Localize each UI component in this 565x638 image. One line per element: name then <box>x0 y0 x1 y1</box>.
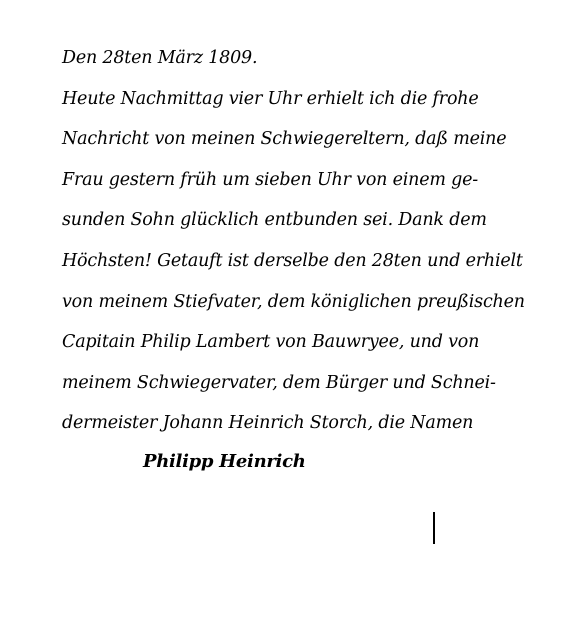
baptismal-name: Philipp Heinrich <box>143 451 306 472</box>
text-line: Nachricht von meinen Schwiegereltern, daß meine <box>62 129 507 150</box>
text-line: sunden Sohn glücklich entbunden sei. Dank dem <box>62 210 487 231</box>
pen-stroke-mark <box>433 512 435 544</box>
text-line: dermeister Johann Heinrich Storch, die Namen <box>62 413 474 434</box>
text-line: meinem Schwiegervater, dem Bürger und Schnei- <box>62 372 496 393</box>
text-line: Heute Nachmittag vier Uhr erhielt ich die frohe <box>62 88 479 109</box>
date-line: Den 28ten März 1809. <box>62 48 258 68</box>
text-line: von meinem Stiefvater, dem königlichen preußischen <box>62 291 525 312</box>
letter-body <box>62 38 532 444</box>
text-line: Capitain Philip Lambert von Bauwryee, und von <box>62 332 480 353</box>
text-line: Frau gestern früh um sieben Uhr von einem ge- <box>62 169 479 190</box>
text-line: Höchsten! Getauft ist derselbe den 28ten und erhielt <box>62 250 523 271</box>
